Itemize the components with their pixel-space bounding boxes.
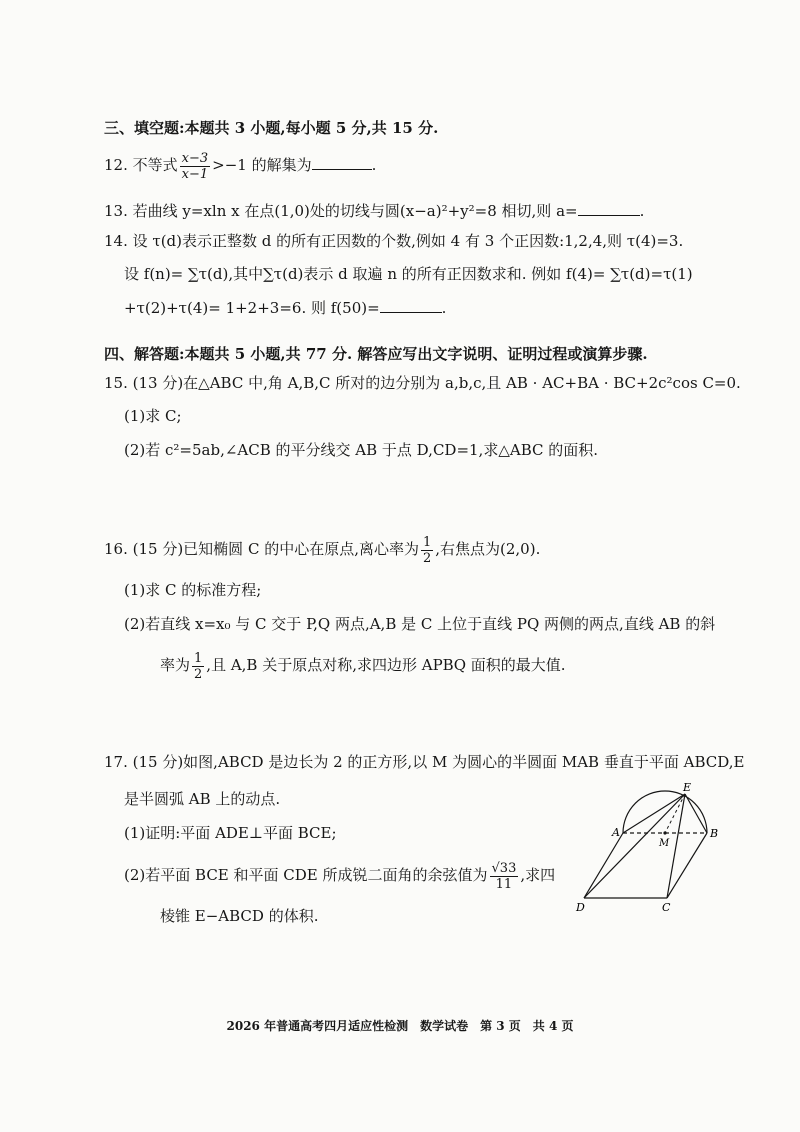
label-D: D xyxy=(576,901,585,914)
q15-stem: 15. (13 分)在△ABC 中,角 A,B,C 所对的边分别为 a,b,c,且 AB · AC+BA · BC+2c²cos C=0. xyxy=(104,374,741,392)
q16-slope-num: 1 xyxy=(194,650,203,666)
q16-slope-fraction xyxy=(192,651,204,682)
q12-end: . xyxy=(371,156,377,174)
q16-frac-den: 2 xyxy=(422,550,432,566)
q16-part2: (2)若直线 x=x₀ 与 C 交于 P,Q 两点,A,B 是 C 上位于直线 PQ 两侧的两点,直线 AB 的斜 xyxy=(124,615,716,633)
question-12 xyxy=(104,150,376,182)
q16-part1: (1)求 C 的标准方程; xyxy=(124,581,262,599)
q17-stem: 17. (15 分)如图,ABCD 是边长为 2 的正方形,以 M 为圆心的半圆面 MAB 垂直于平面 ABCD,E xyxy=(104,753,745,771)
q12-prefix: 12. 不等式 xyxy=(104,156,178,174)
q17-part2c: 棱锥 E−ABCD 的体积. xyxy=(160,907,319,925)
q17-cos-fraction xyxy=(490,861,519,892)
q12-frac-den: x−1 xyxy=(181,166,209,182)
question-14-line3 xyxy=(124,298,446,318)
section4-heading: 四、解答题:本题共 5 小题,共 77 分. 解答应写出文字说明、证明过程或演算步骤. xyxy=(104,345,648,363)
label-M: M xyxy=(659,838,670,849)
q17-part2-text-b: ,求四 xyxy=(520,866,556,884)
q17-stem2: 是半圆弧 AB 上的动点. xyxy=(124,790,281,808)
q15-part2: (2)若 c²=5ab,∠ACB 的平分线交 AB 于点 D,CD=1,求△ABC 的面积. xyxy=(124,441,599,459)
q12-suffix: >−1 的解集为 xyxy=(212,156,312,174)
q13-answer-blank xyxy=(578,215,640,216)
q17-part2-text: (2)若平面 BCE 和平面 CDE 所成锐二面角的余弦值为 xyxy=(124,866,488,884)
q12-answer-blank xyxy=(312,169,372,170)
q17-cos-num: √33 xyxy=(491,860,517,876)
q14-line1: 14. 设 τ(d)表示正整数 d 的所有正因数的个数,例如 4 有 3 个正因数:1,2,4,则 τ(4)=3. xyxy=(104,232,684,250)
q16-frac-num: 1 xyxy=(422,534,432,550)
question-17-part2 xyxy=(124,858,555,892)
q14-line3-text: +τ(2)+τ(4)= 1+2+3=6. 则 f(50)= xyxy=(124,299,380,317)
q13-end: . xyxy=(639,202,645,220)
label-A: A xyxy=(612,826,620,839)
q14-end: . xyxy=(441,299,447,317)
q16-part2b-text-b: ,且 A,B 关于原点对称,求四边形 APBQ 面积的最大值. xyxy=(206,656,566,674)
question-16-part2b xyxy=(160,648,566,682)
q15-part1: (1)求 C; xyxy=(124,407,182,425)
q17-geometry-figure xyxy=(570,778,730,918)
q16-fraction xyxy=(421,535,433,566)
label-C: C xyxy=(662,901,671,914)
page-footer: 2026 年普通高考四月适应性检测 数学试卷 第 3 页 共 4 页 xyxy=(226,1019,574,1033)
q17-part1: (1)证明:平面 ADE⊥平面 BCE; xyxy=(124,824,337,842)
q16-stem-text-b: ,右焦点为(2,0). xyxy=(435,540,541,558)
question-16-stem xyxy=(104,532,540,566)
q16-slope-den: 2 xyxy=(194,666,203,682)
q17-cos-den: 11 xyxy=(495,876,513,892)
section3-heading: 三、填空题:本题共 3 小题,每小题 5 分,共 15 分. xyxy=(104,119,439,137)
q14-line2: 设 f(n)= ∑τ(d),其中∑τ(d)表示 d 取遍 n 的所有正因数求和. 例如 f(4)= ∑τ(d)=τ(1) xyxy=(124,265,693,283)
q16-stem-text: 16. (15 分)已知椭圆 C 的中心在原点,离心率为 xyxy=(104,540,419,558)
q13-text: 13. 若曲线 y=xln x 在点(1,0)处的切线与圆(x−a)²+y²=8 相切,则 a= xyxy=(104,202,578,220)
q14-answer-blank xyxy=(380,312,442,313)
q12-frac-num: x−3 xyxy=(181,150,209,166)
label-B: B xyxy=(710,827,719,840)
q16-part2b-text: 率为 xyxy=(160,656,191,674)
q12-fraction xyxy=(180,151,211,182)
question-13 xyxy=(104,201,644,221)
label-E: E xyxy=(683,781,692,794)
